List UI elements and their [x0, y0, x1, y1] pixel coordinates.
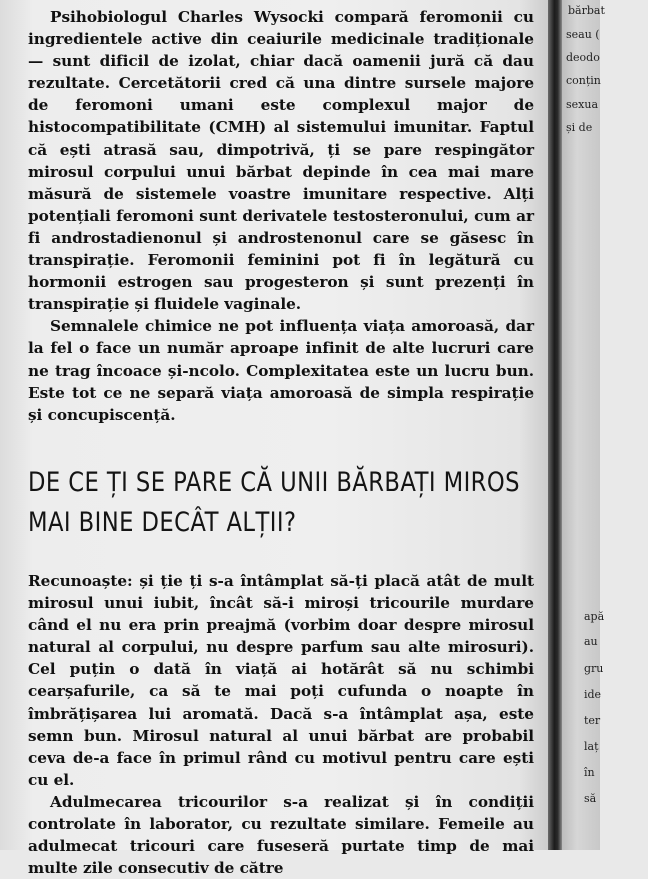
- body-text-top: [28, 6, 534, 426]
- adjacent-fragment: ter: [584, 714, 601, 727]
- adjacent-fragment: în: [584, 766, 595, 779]
- adjacent-fragment: să: [584, 792, 597, 805]
- section-heading: [28, 463, 648, 543]
- adjacent-fragment: seau (: [566, 28, 600, 41]
- body-text-bottom: [28, 570, 534, 879]
- adjacent-fragment: sexua: [566, 98, 599, 111]
- adjacent-fragment: și de: [566, 121, 593, 134]
- adjacent-fragment: conțin: [566, 74, 601, 87]
- paragraph: Semnalele chimice ne pot influența viața amoroasă, dar la fel o face un număr aproape infinit de alte lucruri care ne trag încoace și-ncolo. Complexitatea este un lucru bun. Este tot ce ne separă viața amoroasă de simpla respirație și concupiscență.: [28, 317, 534, 424]
- book-gutter: [548, 0, 562, 850]
- adjacent-fragment: deodo: [566, 51, 600, 64]
- adjacent-fragment: apă: [584, 610, 605, 623]
- paragraph: Psihobiologul Charles Wysocki compară feromonii cu ingredientele active din ceaiurile medicinale tradiționale — sunt dificil de izolat, chiar dacă oamenii jură că dau rezultate. Cercetătorii cred că una dintre sursele majore de feromoni umani este complexul major de histocompatibilitate (CMH) al sistemului imunitar. Faptul că ești atrasă sau, dimpotrivă, ți se pare respingător mirosul corpului unui bărbat depinde în cea mai mare măsură de sistemele voastre imunitare respective. Alți potențiali feromoni sunt derivatele testosteronului, cum ar fi androstadienonul și androstenonul care se găsesc în transpirație. Feromonii feminini pot fi în legătură cu hormonii estrogen sau progesteron și sunt prezenți în transpirație și fluidele vaginale.: [28, 8, 534, 314]
- adjacent-page: [562, 0, 605, 850]
- adjacent-fragment: bărbat: [568, 4, 605, 17]
- paragraph: Recunoaște: și ție ți s-a întâmplat să-ți placă atât de mult mirosul unui iubit, încât să-i miroși tricourile murdare când el nu era prin preajmă (vorbim doar despre mirosul natural al corpului, nu despre parfum sau alte mirosuri). Cel puțin o dată în viață ai hotărât să nu schimbi cearșafurile, ca să te mai poți cufunda o noapte în îmbrățișarea lui aromată. Dacă s-a întâmplat așa, este semn bun. Mirosul natural al unui bărbat are probabil ceva de-a face în primul rând cu motivul pentru care ești cu el.: [28, 572, 534, 789]
- adjacent-fragment: ide: [584, 688, 602, 701]
- section-heading-line: MAI BINE DECÂT ALȚII?: [28, 507, 297, 538]
- adjacent-fragment: gru: [584, 662, 604, 675]
- section-heading-line: DE CE ȚI SE PARE CĂ UNII BĂRBAȚI MIROS: [28, 467, 520, 498]
- paragraph: Adulmecarea tricourilor s-a realizat și în condiții controlate în laborator, cu rezultate similare. Femeile au adulmecat tricouri care fuseseră purtate timp de mai multe zile consecutiv de către: [28, 792, 534, 878]
- adjacent-fragment: laț: [584, 740, 599, 753]
- adjacent-fragment: au: [584, 635, 598, 648]
